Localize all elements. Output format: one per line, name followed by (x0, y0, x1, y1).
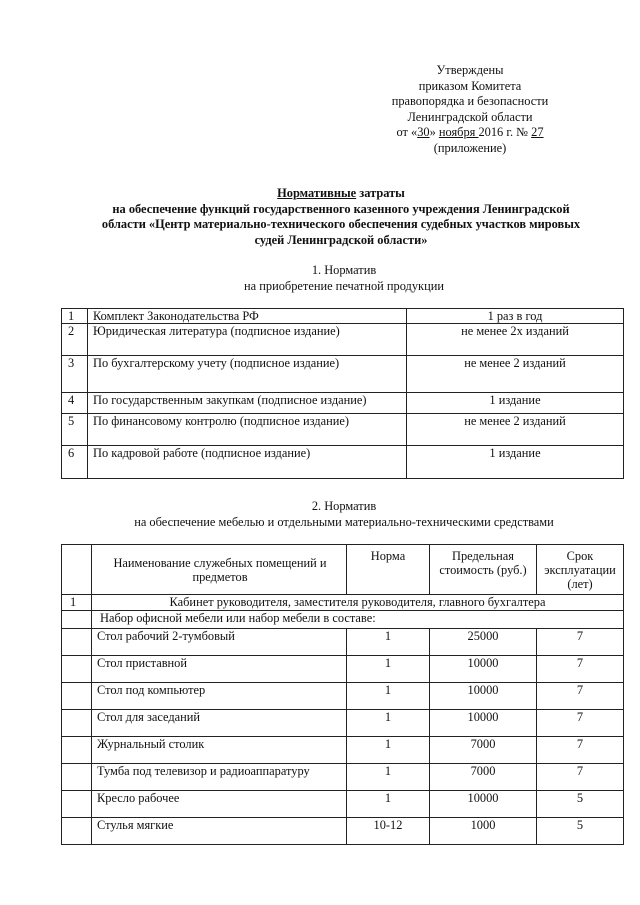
table-row (62, 818, 624, 845)
item-name: Стол для заседаний (92, 710, 347, 737)
approval-line: Ленинградской области (407, 109, 533, 124)
group-title: Кабинет руководителя, заместителя руководителя, главного бухгалтера (92, 595, 624, 611)
title-line-3: области «Центр материально-технического обеспечения судебных участков мировых (101, 217, 581, 231)
row-number: 2 (62, 324, 88, 356)
date-year: 2016 г. № (478, 125, 532, 139)
item-name: Стулья мягкие (92, 818, 347, 845)
section-1-title: 1. Норматив (311, 263, 377, 277)
row-number: 6 (62, 446, 88, 479)
item-price: 1000 (430, 818, 537, 845)
approval-line: приказом Комитета (418, 78, 522, 93)
table-row (62, 309, 624, 324)
item-price: 10000 (430, 683, 537, 710)
row-value: 1 издание (407, 393, 624, 414)
table-row (62, 737, 624, 764)
item-price: 25000 (430, 629, 537, 656)
header-term: Срок эксплуатации (лет) (537, 545, 624, 595)
approval-line: Утверждены (436, 63, 504, 77)
set-row (62, 611, 624, 629)
approval-line: (приложение) (433, 140, 507, 155)
title-line-2: на обеспечение функций государственного казенного учреждения Ленинградской (112, 201, 570, 216)
row-number (62, 791, 92, 818)
item-term: 7 (537, 629, 624, 656)
row-name: По бухгалтерскому учету (подписное издание) (88, 356, 407, 393)
item-norm: 1 (347, 683, 430, 710)
item-price: 10000 (430, 791, 537, 818)
item-price: 10000 (430, 710, 537, 737)
item-name: Стол рабочий 2-тумбовый (92, 629, 347, 656)
date-prefix: от « (396, 125, 418, 139)
item-name: Тумба под телевизор и радиоаппаратуру (92, 764, 347, 791)
row-number (62, 629, 92, 656)
section-2-title: 2. Норматив (311, 499, 377, 513)
row-number (62, 818, 92, 845)
table-header-row (62, 545, 624, 595)
group-row (62, 595, 624, 611)
table-row (62, 710, 624, 737)
item-name: Стол под компьютер (92, 683, 347, 710)
row-number: 1 (62, 309, 88, 324)
title-line-4: судей Ленинградской области» (254, 232, 428, 247)
row-name: По кадровой работе (подписное издание) (88, 446, 407, 479)
item-name: Стол приставной (92, 656, 347, 683)
table-row (62, 324, 624, 356)
date-day: 30 (417, 125, 430, 139)
row-name: По государственным закупкам (подписное издание) (88, 393, 407, 414)
furniture-table (61, 544, 624, 845)
header-price: Предельная стоимость (руб.) (430, 545, 537, 595)
row-name: Юридическая литература (подписное издание) (88, 324, 407, 356)
item-norm: 10-12 (347, 818, 430, 845)
table-row (62, 629, 624, 656)
item-price: 7000 (430, 764, 537, 791)
table-row (62, 764, 624, 791)
item-price: 10000 (430, 656, 537, 683)
row-value: не менее 2 изданий (407, 414, 624, 446)
row-value: не менее 2 изданий (407, 356, 624, 393)
approval-line: правопорядка и безопасности (391, 94, 549, 108)
item-term: 5 (537, 791, 624, 818)
document-title (58, 186, 624, 248)
title-line-1 (58, 186, 624, 202)
section-1-heading (64, 262, 624, 294)
row-number (62, 764, 92, 791)
item-norm: 1 (347, 791, 430, 818)
item-norm: 1 (347, 710, 430, 737)
approval-block (340, 63, 600, 156)
row-value: не менее 2х изданий (407, 324, 624, 356)
table-row (62, 393, 624, 414)
section-2-heading (64, 498, 624, 530)
item-price: 7000 (430, 737, 537, 764)
item-norm: 1 (347, 764, 430, 791)
title-rest: затраты (356, 186, 405, 200)
table-row (62, 656, 624, 683)
row-number: 5 (62, 414, 88, 446)
row-number (62, 683, 92, 710)
item-term: 7 (537, 656, 624, 683)
row-number: 3 (62, 356, 88, 393)
item-name: Журнальный столик (92, 737, 347, 764)
set-num (62, 611, 92, 629)
row-value: 1 раз в год (407, 309, 624, 324)
table-row (62, 683, 624, 710)
item-term: 5 (537, 818, 624, 845)
order-number: 27 (531, 125, 544, 139)
table-row (62, 414, 624, 446)
row-number (62, 656, 92, 683)
header-norm: Норма (347, 545, 430, 595)
row-name: Комплект Законодательства РФ (88, 309, 407, 324)
item-norm: 1 (347, 737, 430, 764)
table-row (62, 791, 624, 818)
item-term: 7 (537, 710, 624, 737)
section-1-subtitle: на приобретение печатной продукции (244, 279, 444, 293)
group-num: 1 (62, 595, 92, 611)
section-2-subtitle: на обеспечение мебелью и отдельными материально-техническими средствами (134, 515, 554, 529)
header-name: Наименование служебных помещений и предметов (92, 545, 347, 595)
date-month: ноября (438, 125, 479, 139)
table-row (62, 356, 624, 393)
row-number: 4 (62, 393, 88, 414)
item-term: 7 (537, 764, 624, 791)
date-mid: » (429, 125, 439, 139)
row-number (62, 737, 92, 764)
item-norm: 1 (347, 656, 430, 683)
item-term: 7 (537, 683, 624, 710)
item-norm: 1 (347, 629, 430, 656)
title-keyword: Нормативные (277, 186, 357, 200)
row-name: По финансовому контролю (подписное издание) (88, 414, 407, 446)
table-row (62, 446, 624, 479)
row-number (62, 710, 92, 737)
row-value: 1 издание (407, 446, 624, 479)
printed-products-table (61, 308, 624, 479)
set-label: Набор офисной мебели или набор мебели в составе: (92, 611, 624, 629)
header-num (62, 545, 92, 595)
item-term: 7 (537, 737, 624, 764)
approval-date-line (340, 125, 600, 141)
item-name: Кресло рабочее (92, 791, 347, 818)
